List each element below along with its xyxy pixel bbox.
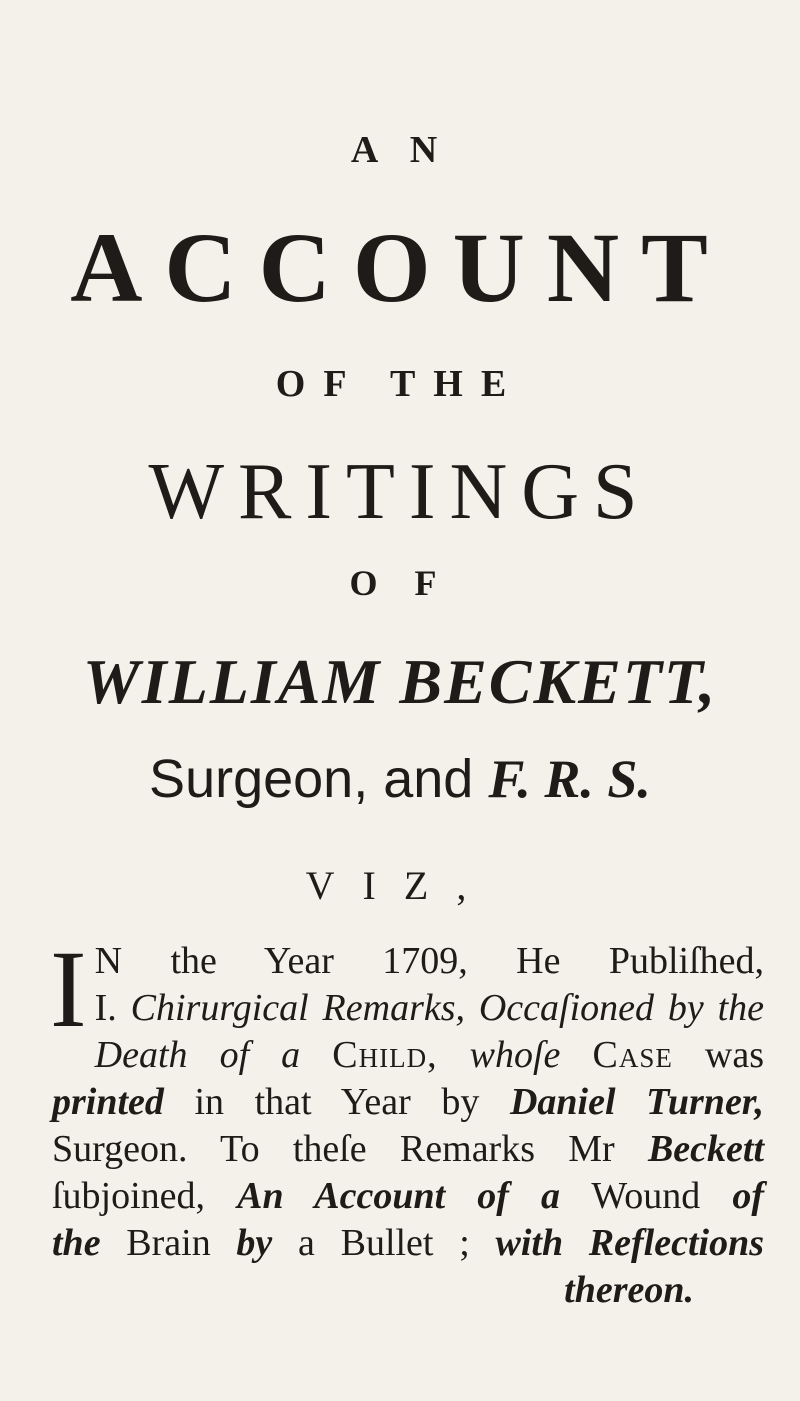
text-fragment: Daniel Turner, (509, 1081, 765, 1123)
text-fragment: the (52, 1222, 101, 1264)
text-line-4 (52, 1079, 764, 1126)
text-fragment: was (672, 1034, 764, 1076)
text-fragment: Case (592, 1034, 673, 1076)
text-fragment: Chirurgical Remarks, Occaſioned by the (130, 987, 765, 1029)
text-fragment: with Reflections (495, 1222, 764, 1264)
heading-an: A N (350, 129, 450, 171)
text-fragment: by (236, 1222, 273, 1264)
text-fragment: Beckett (647, 1128, 764, 1170)
text-fragment: Death of a (94, 1034, 333, 1076)
heading-viz: VIZ, (305, 863, 495, 908)
text-fragment: ſubjoined, (52, 1175, 238, 1217)
text-line-8 (52, 1267, 764, 1314)
text-fragment: Brain (100, 1222, 237, 1264)
text-fragment: Wound (560, 1175, 733, 1217)
author-name: WILLIAM BECKETT, (82, 646, 718, 717)
text-line-5 (52, 1126, 764, 1173)
text-line-1: N the Year 1709, He Publiſhed, (94, 940, 764, 982)
author-title (0, 749, 800, 809)
heading-of-the: OF THE (275, 363, 525, 405)
paragraph (50, 928, 765, 1314)
text-fragment: printed (52, 1081, 164, 1123)
drop-cap: I (50, 928, 87, 1050)
text-line-2 (52, 985, 764, 1032)
text-fragment: thereon. (564, 1269, 694, 1311)
author-title-frs: F. R. S. (488, 749, 651, 809)
text-fragment: a Bullet ; (272, 1222, 496, 1264)
author-title-prefix: Surgeon, and (149, 749, 489, 809)
body-paragraph (50, 928, 765, 1314)
text-fragment: Child, (332, 1034, 438, 1076)
text-fragment: of (732, 1175, 764, 1217)
heading-account: ACCOUNT (70, 212, 730, 323)
text-fragment: in that Year by (163, 1081, 510, 1123)
text-line-7 (52, 1220, 764, 1267)
text-fragment: Surgeon. To theſe Remarks Mr (52, 1128, 648, 1170)
text-fragment: An Account of a (237, 1175, 561, 1217)
heading-writings: WRITINGS (148, 448, 652, 536)
text-fragment: whoſe (437, 1034, 593, 1076)
heading-of: O F (349, 563, 451, 603)
text-fragment: I. (94, 987, 131, 1029)
text-line-3 (52, 1032, 764, 1079)
text-line-6 (52, 1173, 764, 1220)
